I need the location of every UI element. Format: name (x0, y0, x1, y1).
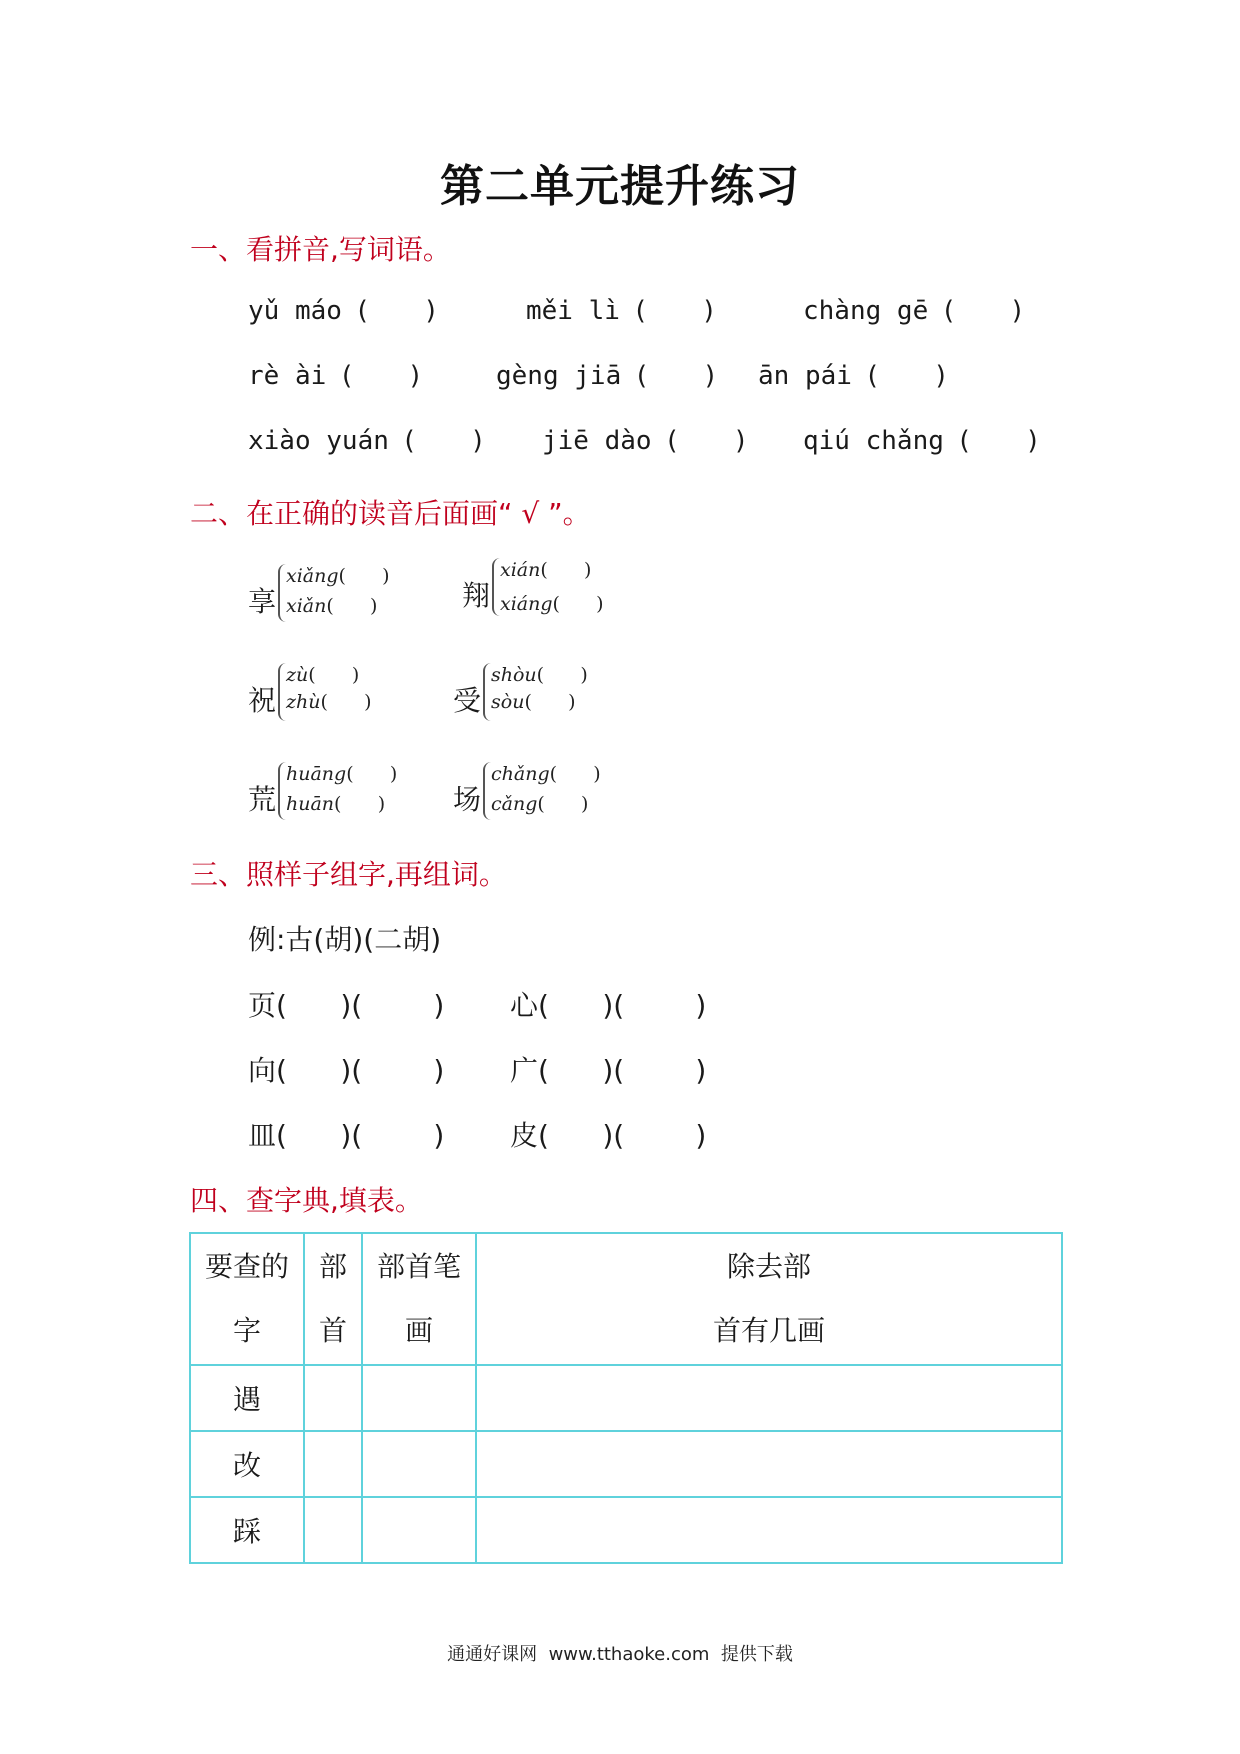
table-row (190, 1365, 1062, 1431)
choice-option[interactable]: chǎng( ) (491, 763, 601, 785)
table-cell-blank[interactable] (362, 1497, 476, 1563)
table-cell-char: 遇 (190, 1365, 304, 1431)
table-cell-blank[interactable] (362, 1431, 476, 1497)
table-row (190, 1431, 1062, 1497)
pinyin-item: měi lì ( ) (526, 296, 714, 326)
choice-option[interactable]: shòu( ) (491, 664, 588, 686)
table-cell-blank[interactable] (476, 1497, 1062, 1563)
choice-option[interactable]: sòu( ) (491, 691, 576, 713)
choice-char: 翔 (462, 579, 491, 612)
header-cell-radical: 部 首 (304, 1233, 362, 1365)
choice-option[interactable]: xián( ) (500, 559, 592, 581)
word-item: 皮( )( ) (510, 1119, 707, 1152)
word-item: 向( )( ) (248, 1054, 445, 1087)
word-item: 皿( )( ) (248, 1119, 445, 1152)
page-title: 第二单元提升练习 (440, 161, 800, 212)
choice-option[interactable]: cǎng( ) (491, 793, 589, 815)
word-item: 心( )( ) (510, 989, 707, 1022)
pinyin-item: qiú chǎng ( ) (803, 426, 1038, 456)
header-cell-char: 要查的 字 (190, 1233, 304, 1365)
table-cell-blank[interactable] (476, 1431, 1062, 1497)
table-cell-blank[interactable] (362, 1365, 476, 1431)
table-header-row (190, 1233, 1062, 1365)
choice-option[interactable]: zhù( ) (286, 691, 372, 713)
choice-option[interactable]: xiǎn( ) (286, 595, 378, 617)
choice-char: 荒 (248, 783, 277, 816)
choice-option[interactable]: huān( ) (286, 793, 386, 815)
table-cell-char: 改 (190, 1431, 304, 1497)
table-row (190, 1497, 1062, 1563)
pinyin-item: gèng jiā ( ) (496, 361, 716, 391)
pinyin-item: rè ài ( ) (248, 361, 421, 391)
pinyin-item: yǔ máo ( ) (248, 296, 436, 326)
dictionary-lookup-table (189, 1232, 1063, 1564)
choice-option[interactable]: huāng( ) (286, 763, 398, 785)
footer-credit: 通通好课网 www.tthaoke.com 提供下载 (447, 1644, 793, 1665)
section-1-heading: 一、看拼音,写词语。 (190, 233, 451, 266)
header-cell-remaining-strokes: 除去部 首有几画 (476, 1233, 1062, 1365)
table-cell-blank[interactable] (476, 1365, 1062, 1431)
word-row (248, 984, 1048, 1024)
pinyin-item: jiē dào ( ) (542, 426, 746, 456)
word-row (248, 1114, 1048, 1154)
pinyin-item: xiào yuán ( ) (248, 426, 483, 456)
choice-char: 场 (453, 783, 482, 816)
pinyin-item: chàng gē ( ) (803, 296, 1023, 326)
pinyin-item: ān pái ( ) (758, 361, 946, 391)
choice-option[interactable]: xiáng( ) (500, 593, 604, 615)
choice-char: 受 (453, 684, 482, 717)
table-cell-blank[interactable] (304, 1431, 362, 1497)
table-cell-blank[interactable] (304, 1497, 362, 1563)
word-item: 广( )( ) (510, 1054, 707, 1087)
choice-char: 享 (248, 585, 277, 618)
header-cell-radical-strokes: 部首笔 画 (362, 1233, 476, 1365)
section-2-heading: 二、在正确的读音后面画“ √ ”。 (190, 497, 591, 530)
word-row (248, 1049, 1048, 1089)
example-line: 例:古(胡)(二胡) (248, 923, 442, 956)
choice-char: 祝 (248, 684, 277, 717)
section-3-heading: 三、照样子组字,再组词。 (190, 858, 507, 891)
choice-option[interactable]: zù( ) (286, 664, 360, 686)
choice-option[interactable]: xiǎng( ) (286, 565, 390, 587)
word-item: 页( )( ) (248, 989, 445, 1022)
table-cell-char: 踩 (190, 1497, 304, 1563)
section-4-heading: 四、查字典,填表。 (190, 1184, 423, 1217)
table-cell-blank[interactable] (304, 1365, 362, 1431)
